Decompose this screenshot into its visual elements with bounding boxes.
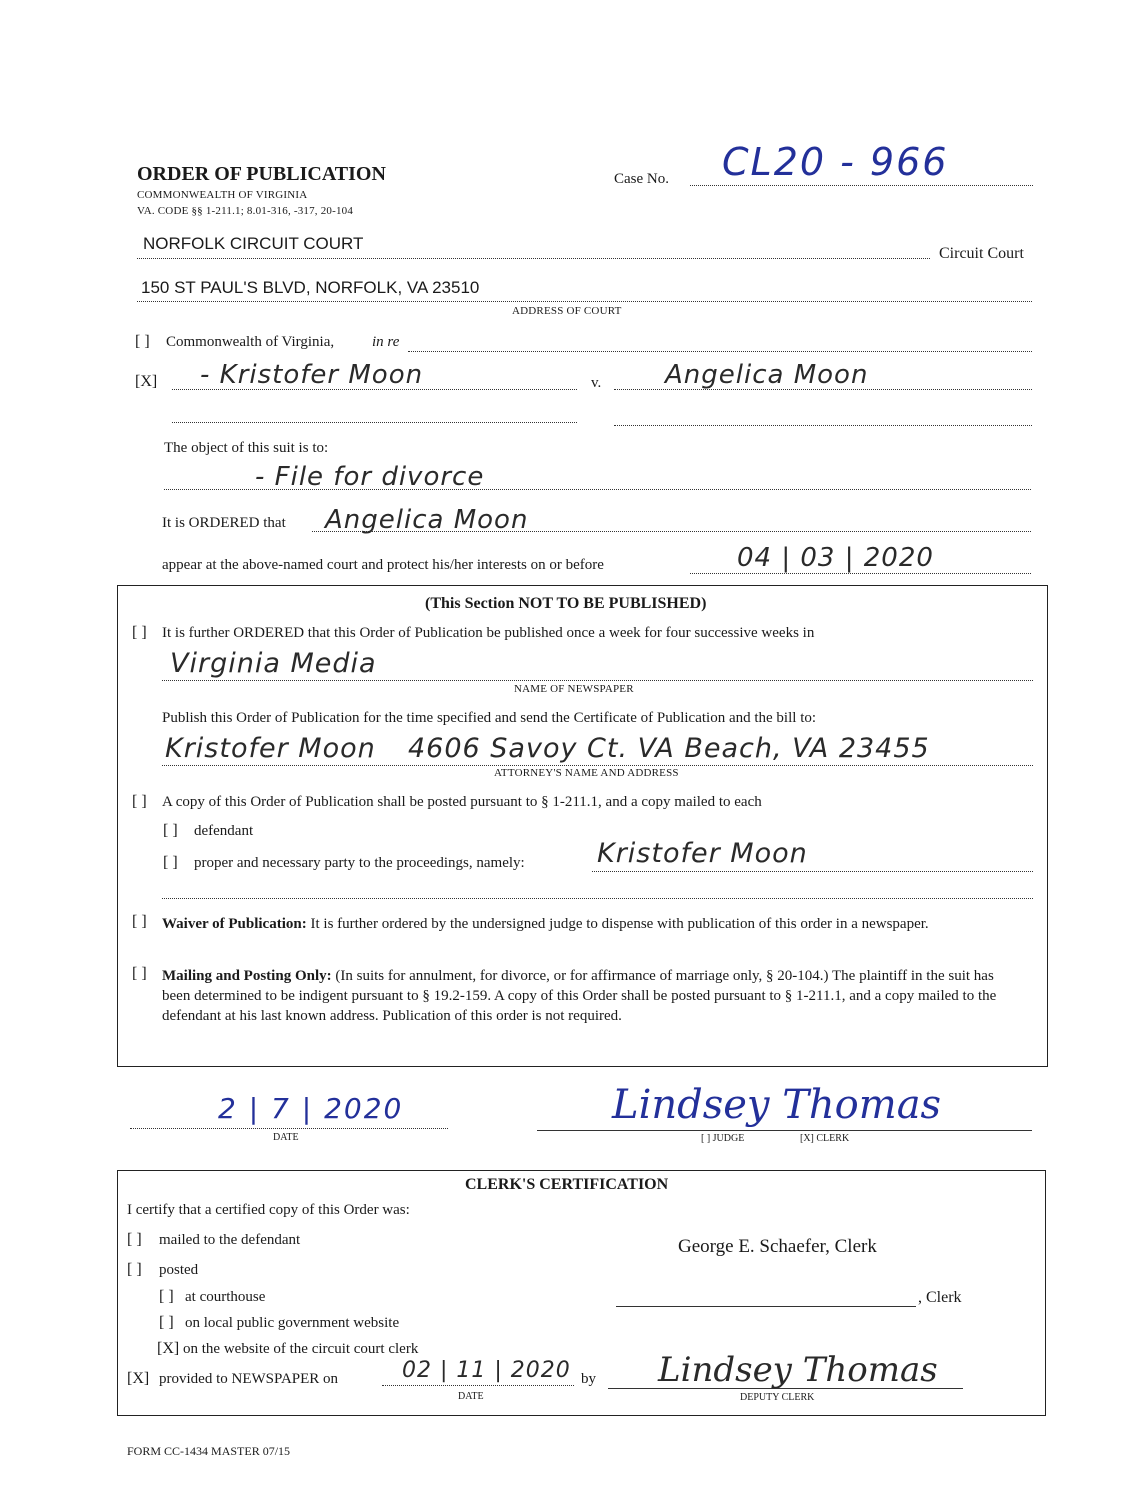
form-number: FORM CC-1434 MASTER 07/15 [127,1444,291,1458]
publish-text: It is further ORDERED that this Order of Publication be published once a week for four successive weeks in [162,625,815,641]
mailing-paragraph [162,966,1022,1026]
commonwealth-line [408,351,1032,352]
party-checkbox[interactable]: [X] [135,373,158,390]
signature-line [537,1130,1032,1131]
defendant-name: Angelica Moon [665,360,869,390]
mailing-checkbox[interactable]: [ ] [132,965,147,982]
attorney-line [162,765,1033,766]
publish-checkbox[interactable]: [ ] [132,624,147,641]
appear-text: appear at the above-named court and protect his/her interests on or before [162,557,604,573]
newspaper-line [162,680,1033,681]
deputy-signature: Lindsey Thomas [658,1350,938,1390]
court-name-line [137,258,930,259]
clerk-website-text: on the website of the circuit court clerk [183,1341,419,1357]
newspaper-date-caption: DATE [458,1391,484,1402]
judge-caption: [ ] JUDGE [701,1133,745,1144]
newspaper-name: Virginia Media [170,648,377,679]
clerk-name: George E. Schaefer, Clerk [678,1236,877,1257]
attorney-name: Kristofer Moon [165,733,376,764]
court-address: 150 ST PAUL'S BLVD, NORFOLK, VA 23510 [141,278,480,297]
party-named-checkbox[interactable]: [ ] [163,854,178,871]
courthouse-text: at courthouse [185,1289,266,1305]
signature-date: 2 | 7 | 2020 [218,1092,404,1125]
certification-intro: I certify that a certified copy of this Order was: [127,1202,410,1218]
party-named-line [592,871,1033,872]
waiver-checkbox[interactable]: [ ] [132,913,147,930]
newspaper-provided-text: provided to NEWSPAPER on [159,1371,339,1387]
form-subtitle-code: VA. CODE §§ 1-211.1; 8.01-316, -317, 20-104 [137,205,354,217]
newspaper-date: 02 | 11 | 2020 [402,1358,571,1383]
newspaper-provided-checkbox[interactable]: [X] [127,1370,150,1387]
court-name: NORFOLK CIRCUIT COURT [143,234,364,253]
signature-date-caption: DATE [273,1132,299,1143]
case-no-label: Case No. [614,171,669,187]
court-address-line [137,301,1032,302]
plaintiff-line-2 [172,422,577,423]
waiver-paragraph [162,914,1022,934]
appear-date-line [690,573,1031,574]
section-heading: (This Section NOT TO BE PUBLISHED) [425,595,707,612]
commonwealth-checkbox[interactable]: [ ] [135,333,150,350]
waiver-title: Waiver of Publication: [162,916,307,932]
send-text: Publish this Order of Publication for the time specified and send the Certificate of Publication and the bill to: [162,710,817,726]
appear-date: 04 | 03 | 2020 [737,543,934,573]
attorney-address: 4606 Savoy Ct. VA Beach, VA 23455 [408,733,930,764]
defendant-text: defendant [194,823,254,839]
copy-text: A copy of this Order of Publication shall be posted pursuant to § 1-211.1, and a copy mailed to each [162,794,762,810]
copy-checkbox[interactable]: [ ] [132,793,147,810]
mailed-checkbox[interactable]: [ ] [127,1231,142,1248]
mailed-text: mailed to the defendant [159,1232,301,1248]
case-no-value: CL20 - 966 [722,140,949,184]
defendant-line-2 [614,425,1032,426]
in-re-label: in re [372,334,400,350]
form-subtitle-state: COMMONWEALTH OF VIRGINIA [137,189,308,201]
court-suffix: Circuit Court [939,245,1024,262]
posted-checkbox[interactable]: [ ] [127,1261,142,1278]
courthouse-checkbox[interactable]: [ ] [159,1288,174,1305]
party-named-value: Kristofer Moon [597,838,808,869]
court-address-caption: ADDRESS OF COURT [512,305,622,317]
by-label: by [581,1371,596,1387]
versus-label: v. [591,375,602,391]
ordered-party: Angelica Moon [325,505,529,535]
clerk-sign-line [616,1306,916,1307]
signature-date-line [130,1128,448,1129]
ordered-label: It is ORDERED that [162,515,286,531]
gov-website-text: on local public government website [185,1315,400,1331]
clerk-suffix: , Clerk [918,1289,962,1306]
clerk-website-checkbox[interactable]: [X] [157,1340,180,1357]
attorney-caption: ATTORNEY'S NAME AND ADDRESS [494,767,679,779]
object-label: The object of this suit is to: [164,440,329,456]
object-value: - File for divorce [255,462,485,492]
gov-website-checkbox[interactable]: [ ] [159,1314,174,1331]
certification-heading: CLERK'S CERTIFICATION [465,1176,669,1193]
party-named-text: proper and necessary party to the proceedings, namely: [194,855,525,871]
defendant-checkbox[interactable]: [ ] [163,822,178,839]
commonwealth-label: Commonwealth of Virginia, [166,334,335,350]
newspaper-date-line [382,1385,574,1386]
judge-clerk-signature: Lindsey Thomas [612,1082,942,1128]
form-title: ORDER OF PUBLICATION [137,163,386,185]
plaintiff-name: - Kristofer Moon [200,360,424,390]
posted-text: posted [159,1262,199,1278]
deputy-caption: DEPUTY CLERK [740,1392,815,1403]
mailing-title: Mailing and Posting Only: [162,968,332,984]
case-no-line [690,185,1033,186]
clerk-caption: [X] CLERK [800,1133,850,1144]
waiver-text: It is further ordered by the undersigned judge to dispense with publication of this order in a newspaper. [310,916,929,932]
mailing-text: (In suits for annulment, for divorce, or for affirmance of marriage only, § 20-104.) The plaintiff in the suit has been determined to be indigent pursuant to § 19.2-159. A copy of this Order shall be posted pursuant to § 1-211.1, and a copy mailed to the defendant at his last known address. Publication of this order is not required. [162,968,997,1024]
party-named-line-2 [162,898,1033,899]
newspaper-caption: NAME OF NEWSPAPER [514,683,634,695]
